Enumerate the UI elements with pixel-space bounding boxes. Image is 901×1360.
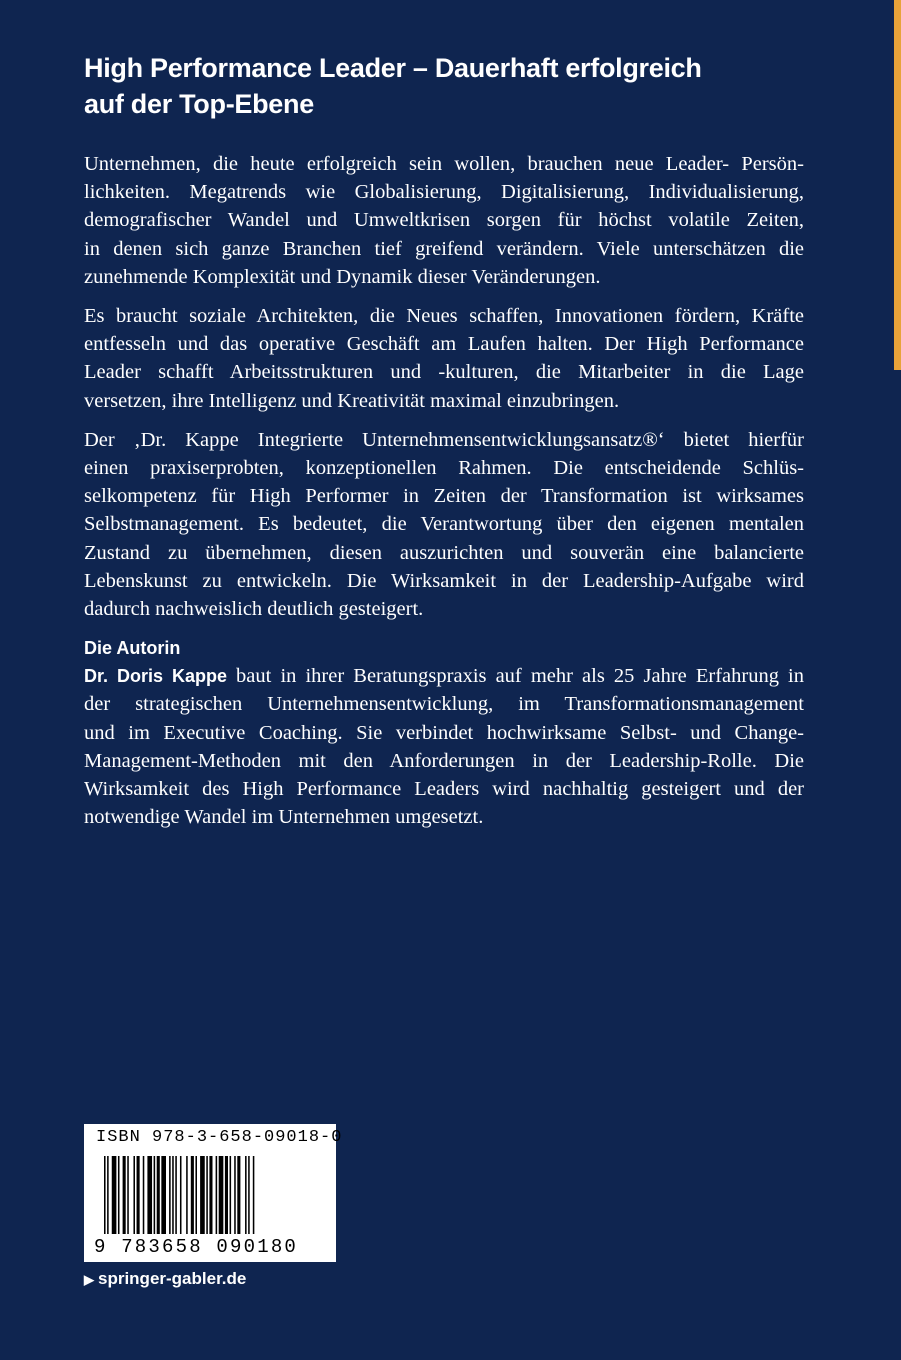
text-line: zunehmende Komplexität und Dynamik dieser Veränderungen. bbox=[84, 265, 601, 288]
barcode-bars bbox=[104, 1156, 316, 1236]
author-name: Dr. Doris Kappe bbox=[84, 666, 227, 687]
text-line: Unternehmen, die heute erfolgreich sein wollen, brauchen neue Leader- Persön- bbox=[84, 153, 804, 175]
publisher-link[interactable] bbox=[84, 1269, 246, 1289]
text-line: und im Executive Coaching. Sie verbindet hochwirksame Selbst- und Change- bbox=[84, 721, 804, 744]
blurb-paragraph-3 bbox=[84, 426, 804, 623]
text-line: Management-Methoden mit den Anforderungen in der Leadership-Rolle. Die bbox=[84, 749, 804, 772]
title-line: High Performance Leader – Dauerhaft erfolgreich bbox=[84, 53, 702, 83]
text-line: Zustand zu übernehmen, diesen auszurichten und souverän eine balancierte bbox=[84, 541, 804, 564]
text-line: der strategischen Unternehmensentwicklung, im Transformationsmanagement bbox=[84, 693, 804, 716]
text-line: Selbstmanagement. Es bedeutet, die Verantwortung über den eigenen mentalen bbox=[84, 513, 804, 536]
text-line: dadurch nachweislich deutlich gesteigert. bbox=[84, 598, 424, 621]
blurb-paragraph-2 bbox=[84, 302, 804, 415]
blurb-paragraph-1 bbox=[84, 150, 804, 291]
author-bio-first-line: baut in ihrer Beratungspraxis auf mehr als 25 Jahre Erfahrung in bbox=[226, 665, 804, 688]
author-heading: Die Autorin bbox=[84, 638, 181, 659]
text-line: selkompetenz für High Performer in Zeiten der Transformation ist wirksames bbox=[84, 485, 804, 508]
text-line: lichkeiten. Megatrends wie Globalisierung, Digitalisierung, Individualisierung, bbox=[84, 181, 804, 204]
author-bio bbox=[84, 662, 804, 831]
book-title bbox=[84, 50, 804, 122]
text-line: einen praxiserprobten, konzeptionellen Rahmen. Die entscheidende Schlüs- bbox=[84, 457, 804, 480]
title-line: auf der Top-Ebene bbox=[84, 89, 314, 119]
text-line: notwendige Wandel im Unternehmen umgesetzt. bbox=[84, 806, 484, 829]
text-line: Wirksamkeit des High Performance Leaders wird nachhaltig gesteigert und der bbox=[84, 778, 804, 801]
isbn-barcode bbox=[84, 1124, 343, 1262]
publisher-link-text: springer-gabler.de bbox=[98, 1269, 247, 1288]
barcode-digits: 9 783658 090180 bbox=[94, 1236, 299, 1258]
text-line: demografischer Wandel und Umweltkrisen sorgen für höchst volatile Zeiten, bbox=[84, 209, 804, 232]
accent-stripe bbox=[894, 0, 901, 370]
triangle-right-icon: ▶ bbox=[84, 1272, 94, 1287]
text-line: entfesseln und das operative Geschäft am Laufen halten. Der High Performance bbox=[84, 333, 804, 356]
text-line: in denen sich ganze Branchen tief greifend verändern. Viele unterschätzen die bbox=[84, 237, 804, 260]
text-line bbox=[84, 662, 804, 690]
text-line: Der ‚Dr. Kappe Integrierte Unternehmensentwicklungsansatz®‘ bietet hierfür bbox=[84, 428, 804, 451]
isbn-label: ISBN 978-3-658-09018-0 bbox=[96, 1128, 343, 1147]
blurb-body bbox=[84, 150, 804, 842]
text-line: Es braucht soziale Architekten, die Neues schaffen, Innovationen fördern, Kräfte bbox=[84, 305, 804, 328]
text-line: versetzen, ihre Intelligenz und Kreativität maximal einzubringen. bbox=[84, 389, 620, 412]
text-line: Lebenskunst zu entwickeln. Die Wirksamkeit in der Leadership-Aufgabe wird bbox=[84, 569, 804, 592]
text-line: Leader schafft Arbeitsstrukturen und -kulturen, die Mitarbeiter in die Lage bbox=[84, 361, 804, 384]
